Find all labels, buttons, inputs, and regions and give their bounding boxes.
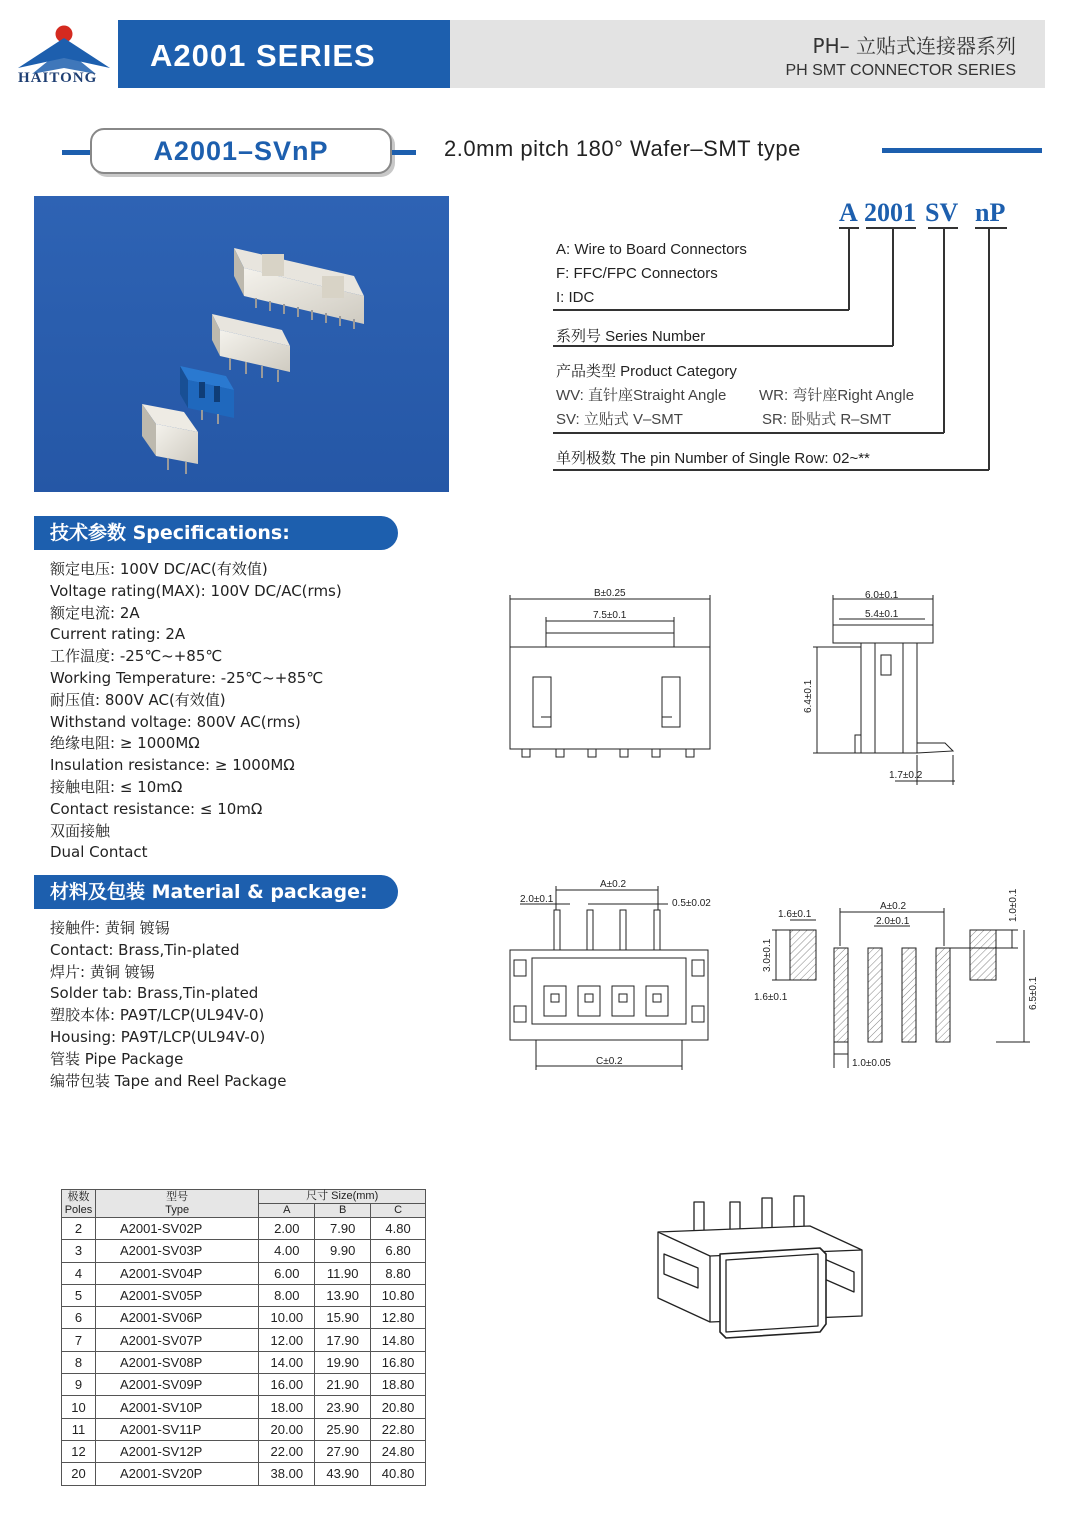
dim-pcb-30: 3.0±0.1: [762, 938, 773, 972]
dim-top-a: A±0.2: [600, 879, 627, 890]
code-sr: SR: 卧贴式 R–SMT: [762, 411, 892, 428]
table-row: [62, 1463, 426, 1485]
material-list: [50, 918, 286, 1092]
code-rule: [553, 345, 893, 347]
row-b: 21.90: [315, 1374, 371, 1396]
col-c-header: C: [371, 1204, 426, 1218]
row-poles: 3: [62, 1240, 96, 1262]
row-c: 6.80: [371, 1240, 426, 1262]
row-c: 20.80: [371, 1396, 426, 1418]
isometric-drawing: [650, 1192, 870, 1362]
row-c: 12.80: [371, 1307, 426, 1329]
code-category: SV: [925, 198, 959, 227]
model-description: 2.0mm pitch 180° Wafer–SMT type: [444, 136, 801, 161]
code-option-a: A: Wire to Board Connectors: [556, 241, 747, 258]
table-row: [62, 1329, 426, 1351]
code-leader: [988, 228, 990, 470]
row-c: 24.80: [371, 1440, 426, 1462]
code-rule: [553, 309, 849, 311]
row-c: 14.80: [371, 1329, 426, 1351]
code-wv: WV: 直针座Straight Angle: [556, 387, 727, 404]
row-poles: 2: [62, 1218, 96, 1240]
size-table-body: [62, 1218, 426, 1486]
row-a: 38.00: [259, 1463, 315, 1485]
code-series-letter: A: [839, 198, 858, 227]
spec-line: 绝缘电阻: ≥ 1000MΩ: [50, 734, 200, 753]
table-row: [62, 1284, 426, 1306]
dim-front-b: B±0.25: [594, 588, 626, 599]
row-type: A2001-SV09P: [95, 1374, 258, 1396]
dim-side-height: 6.4±0.1: [803, 679, 814, 713]
poles-header: [62, 1190, 96, 1218]
code-pins-label: 单列极数 The pin Number of Single Row: 02~**: [556, 450, 870, 467]
row-a: 10.00: [259, 1307, 315, 1329]
dim-pcb-a: A±0.2: [880, 901, 907, 912]
table-row: [62, 1262, 426, 1284]
dim-top-pin: 0.5±0.02: [672, 898, 711, 909]
dim-side-tab: 1.7±0.2: [889, 770, 923, 781]
spec-line: 工作温度: -25℃~+85℃: [50, 647, 223, 666]
header-title-en: PH SMT CONNECTOR SERIES: [785, 62, 1016, 79]
row-b: 9.90: [315, 1240, 371, 1262]
specifications-list: [50, 559, 342, 864]
row-poles: 10: [62, 1396, 96, 1418]
material-heading: [34, 875, 398, 909]
row-type: A2001-SV05P: [95, 1284, 258, 1306]
spec-line: 额定电流: 2A: [50, 603, 140, 622]
spec-line: Working Temperature: -25℃~+85℃: [50, 668, 324, 687]
series-title: A2001 SERIES: [150, 38, 376, 73]
dim-pcb-16a: 1.6±0.1: [778, 909, 812, 920]
row-c: 4.80: [371, 1218, 426, 1240]
code-option-i: I: IDC: [556, 289, 595, 306]
row-c: 18.80: [371, 1374, 426, 1396]
material-line: 接触件: 黄铜 镀锡: [50, 919, 170, 937]
type-header-en: Type: [165, 1203, 190, 1216]
spec-line: Withstand voltage: 800V AC(rms): [50, 712, 301, 731]
material-line: Solder tab: Brass,Tin-plated: [50, 984, 259, 1003]
row-b: 43.90: [315, 1463, 371, 1485]
title-accent-right: [882, 148, 1042, 153]
side-view-drawing: [795, 585, 970, 785]
spec-line: 额定电压: 100V DC/AC(有效值): [50, 560, 268, 578]
material-line: Contact: Brass,Tin-plated: [50, 940, 240, 959]
table-row: [62, 1396, 426, 1418]
title-accent-mid: [392, 150, 416, 155]
size-table: [61, 1189, 426, 1486]
top-view-drawing: [500, 876, 725, 1076]
row-poles: 9: [62, 1374, 96, 1396]
row-a: 2.00: [259, 1218, 315, 1240]
row-a: 4.00: [259, 1240, 315, 1262]
row-b: 17.90: [315, 1329, 371, 1351]
spec-line: Dual Contact: [50, 843, 148, 862]
row-poles: 5: [62, 1284, 96, 1306]
dim-pcb-pad: 1.0±0.05: [852, 1058, 891, 1069]
material-title: 材料及包装 Material & package:: [50, 881, 368, 903]
row-b: 13.90: [315, 1284, 371, 1306]
material-line: 管装 Pipe Package: [50, 1049, 184, 1068]
spec-line: 接触电阻: ≤ 10mΩ: [50, 777, 183, 796]
row-type: A2001-SV03P: [95, 1240, 258, 1262]
dim-pcb-pitch: 2.0±0.1: [876, 916, 910, 927]
row-a: 14.00: [259, 1351, 315, 1373]
type-header: [95, 1190, 258, 1218]
code-wr: WR: 弯针座Right Angle: [759, 387, 915, 404]
code-series-label: 系列号 Series Number: [556, 328, 706, 345]
row-c: 8.80: [371, 1262, 426, 1284]
header-title-cn: PH– 立贴式连接器系列: [812, 34, 1016, 58]
row-b: 7.90: [315, 1218, 371, 1240]
code-rule: [553, 432, 944, 434]
poles-header-en: Poles: [64, 1203, 93, 1216]
code-category-title: 产品类型 Product Category: [556, 363, 737, 380]
dim-pcb-16b: 1.6±0.1: [754, 992, 788, 1003]
size-header: 尺寸 Size(mm): [259, 1190, 426, 1204]
row-poles: 11: [62, 1418, 96, 1440]
model-name: A2001–SVnP: [153, 136, 329, 166]
type-header-cn: 型号: [166, 1190, 189, 1203]
row-poles: 12: [62, 1440, 96, 1462]
spec-line: Contact resistance: ≤ 10mΩ: [50, 799, 263, 818]
table-row: [62, 1440, 426, 1462]
row-a: 16.00: [259, 1374, 315, 1396]
row-c: 22.80: [371, 1418, 426, 1440]
row-poles: 4: [62, 1262, 96, 1284]
row-a: 6.00: [259, 1262, 315, 1284]
code-rule: [553, 469, 989, 471]
row-type: A2001-SV07P: [95, 1329, 258, 1351]
model-title-pill: [90, 128, 392, 174]
row-b: 19.90: [315, 1351, 371, 1373]
col-b-header: B: [315, 1204, 371, 1218]
row-a: 12.00: [259, 1329, 315, 1351]
spec-line: 双面接触: [50, 821, 111, 840]
dim-side-width: 6.0±0.1: [865, 590, 899, 601]
table-row: [62, 1418, 426, 1440]
spec-line: 耐压值: 800V AC(有效值): [50, 690, 226, 709]
row-poles: 20: [62, 1463, 96, 1485]
spec-line: Current rating: 2A: [50, 625, 186, 644]
row-poles: 7: [62, 1329, 96, 1351]
dim-pcb-65: 6.5±0.1: [1028, 976, 1039, 1010]
row-b: 25.90: [315, 1418, 371, 1440]
material-line: 焊片: 黄铜 镀锡: [50, 962, 155, 981]
row-b: 15.90: [315, 1307, 371, 1329]
row-c: 16.80: [371, 1351, 426, 1373]
table-row: [62, 1218, 426, 1240]
code-leader: [848, 228, 850, 310]
row-type: A2001-SV08P: [95, 1351, 258, 1373]
front-view-drawing: [500, 585, 725, 770]
material-line: 编带包装 Tape and Reel Package: [50, 1071, 287, 1090]
row-a: 18.00: [259, 1396, 315, 1418]
row-type: A2001-SV10P: [95, 1396, 258, 1418]
brand-name: HAITONG: [18, 70, 98, 86]
dim-top-pitch: 2.0±0.1: [520, 894, 554, 905]
code-leader: [943, 228, 945, 433]
code-pins: nP: [975, 198, 1006, 227]
row-poles: 6: [62, 1307, 96, 1329]
row-a: 20.00: [259, 1418, 315, 1440]
row-b: 23.90: [315, 1396, 371, 1418]
row-type: A2001-SV20P: [95, 1463, 258, 1485]
dim-side-inner: 5.4±0.1: [865, 609, 899, 620]
spec-line: Insulation resistance: ≥ 1000MΩ: [50, 756, 295, 775]
row-type: A2001-SV04P: [95, 1262, 258, 1284]
row-a: 8.00: [259, 1284, 315, 1306]
table-row: [62, 1351, 426, 1373]
specifications-heading: [34, 516, 398, 550]
dim-pcb-10: 1.0±0.1: [1008, 888, 1019, 922]
pcb-layout-drawing: [750, 888, 1040, 1076]
code-underline: [975, 227, 1007, 229]
row-c: 40.80: [371, 1463, 426, 1485]
code-option-f: F: FFC/FPC Connectors: [556, 265, 718, 282]
poles-header-cn: 极数: [67, 1190, 90, 1203]
code-underline: [866, 227, 916, 229]
product-photo: [34, 196, 449, 492]
code-leader: [892, 228, 894, 346]
row-c: 10.80: [371, 1284, 426, 1306]
row-type: A2001-SV02P: [95, 1218, 258, 1240]
dim-top-c: C±0.2: [596, 1056, 623, 1067]
material-line: Housing: PA9T/LCP(UL94V-0): [50, 1027, 266, 1046]
row-type: A2001-SV11P: [95, 1418, 258, 1440]
table-row: [62, 1307, 426, 1329]
row-a: 22.00: [259, 1440, 315, 1462]
row-b: 27.90: [315, 1440, 371, 1462]
table-row: [62, 1374, 426, 1396]
material-line: 塑胶本体: PA9T/LCP(UL94V-0): [50, 1006, 265, 1025]
row-b: 11.90: [315, 1262, 371, 1284]
row-type: A2001-SV12P: [95, 1440, 258, 1462]
code-sv: SV: 立贴式 V–SMT: [556, 411, 683, 428]
specifications-title: 技术参数 Specifications:: [50, 522, 290, 544]
row-type: A2001-SV06P: [95, 1307, 258, 1329]
row-poles: 8: [62, 1351, 96, 1373]
spec-line: Voltage rating(MAX): 100V DC/AC(rms): [50, 581, 342, 600]
col-a-header: A: [259, 1204, 315, 1218]
dim-front-inner: 7.5±0.1: [593, 610, 627, 621]
table-row: [62, 1240, 426, 1262]
code-series-number: 2001: [864, 198, 916, 227]
